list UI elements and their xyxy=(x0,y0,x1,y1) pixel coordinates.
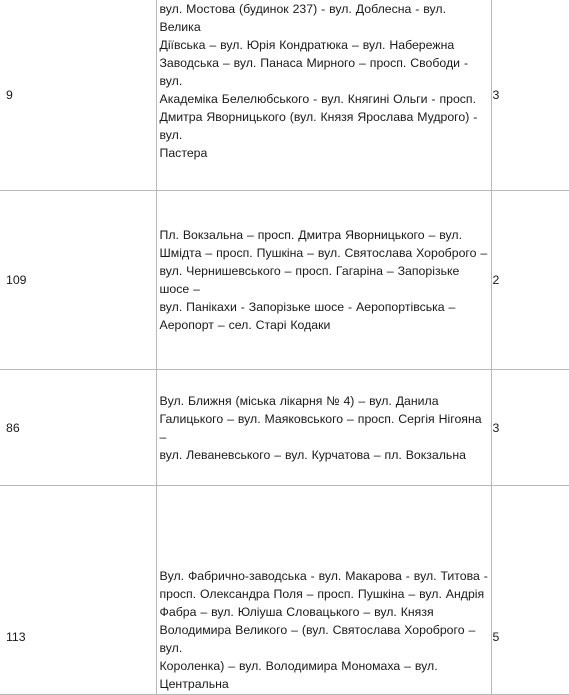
table-row xyxy=(0,370,569,486)
table-row xyxy=(0,486,569,695)
route-description-text: вул. Мостова (будинок 237) - вул. Доблесна - вул. Велика Діївська – вул. Юрія Кондратюка – вул. Набережна Заводська – вул. Панаса Мирного – просп. Свободи - вул. Академіка Белелюбського - вул. Княгині Ольги - просп. Дмитра Яворницького (вул. Князя Ярослава Мудрого) - вул. Пастера xyxy=(159,2,478,160)
route-description xyxy=(156,486,491,695)
route-description-text: Пл. Вокзальна – просп. Дмитра Яворницького – вул. Шмідта – просп. Пушкіна – вул. Святослава Хороброго – вул. Чернишевського – просп. Гагаріна – Запорізьке шосе – вул. Панікахи - Запорізьке шосе - Аеропортівська – Аеропорт – сел. Старі Кодаки xyxy=(159,228,488,332)
table-row xyxy=(0,0,569,191)
table-row xyxy=(0,191,569,370)
route-description xyxy=(156,0,491,191)
route-description-text: Вул. Ближня (міська лікарня № 4) – вул. Данила Галицького – вул. Маяковського – просп. Сергія Нігояна – вул. Леваневського – вул. Курчатова – пл. Вокзальна xyxy=(159,393,482,462)
route-description xyxy=(156,191,491,370)
vehicle-count: 2 xyxy=(491,191,569,370)
route-number: 113 xyxy=(0,486,156,695)
route-description-text: Вул. Фабрично-заводська - вул. Макарова - вул. Титова - просп. Олександра Поля – просп. Пушкіна – вул. Андрія Фабра – вул. Юліуша Словацького – вул. Князя Володимира Великого – (вул. Святослава Хороброго – вул. Короленка) – вул. Володимира Мономаха – вул. Центральна xyxy=(159,569,488,691)
vehicle-count: 3 xyxy=(491,0,569,191)
route-number: 86 xyxy=(0,370,156,486)
route-number: 109 xyxy=(0,191,156,370)
vehicle-count: 5 xyxy=(491,486,569,695)
route-description xyxy=(156,370,491,486)
route-number: 9 xyxy=(0,0,156,191)
vehicle-count: 3 xyxy=(491,370,569,486)
